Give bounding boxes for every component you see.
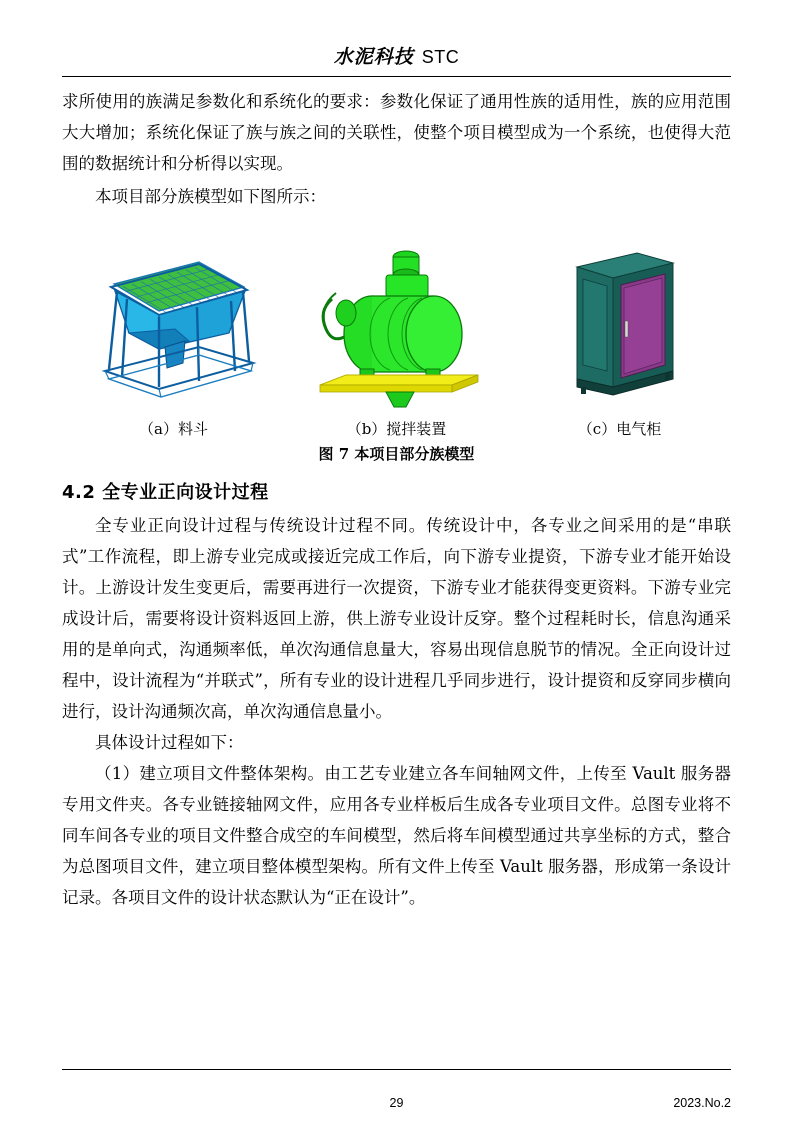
- figure-subcaptions: [62, 418, 731, 439]
- footer-divider: [62, 1069, 731, 1070]
- journal-abbreviation: STC: [421, 47, 460, 67]
- issue-label: 2023.No.2: [673, 1096, 731, 1110]
- electrical-cabinet-3d-model: [525, 229, 715, 414]
- figure-subcaption-b: （b）搅拌装置: [346, 420, 447, 438]
- paragraph-step-1: （1）建立项目文件整体架构。由工艺专业建立各车间轴网文件，上传至 Vault 服务器专用文件夹。各专业链接轴网文件，应用各专业样板后生成各专业项目文件。总图专业将不同车间各专业的项目文件整合成空的车间模型，然后将车间模型通过共享坐标的方式，整合为总图项目文件，建立项目整体模型架构。所有文件上传至 Vault 服务器，形成第一条设计记录。各项目文件的设计状态默认为“正在设计”。: [62, 764, 731, 907]
- page-header: [0, 42, 793, 69]
- journal-title-cn: 水泥科技: [333, 46, 414, 68]
- cabinet-svg: [525, 229, 715, 414]
- hopper-3d-model: [79, 229, 269, 414]
- mixer-svg: [302, 229, 492, 414]
- header-divider: [62, 76, 731, 77]
- figure-subcaption-a: （a）料斗: [139, 420, 208, 438]
- mixer-3d-model: [302, 229, 492, 414]
- page-content: [62, 86, 731, 913]
- paragraph-continuation: 求所使用的族满足参数化和系统化的要求：参数化保证了通用性族的适用性，族的应用范围大大增加；系统化保证了族与族之间的关联性，使整个项目模型成为一个系统，也使得大范围的数据统计和分析得以实现。: [62, 92, 731, 173]
- paragraph-design-process: 全专业正向设计过程与传统设计过程不同。传统设计中，各专业之间采用的是“串联式”工作流程，即上游专业完成或接近完成工作后，向下游专业提资，下游专业才能开始设计。上游设计发生变更后，需要再进行一次提资，下游专业才能获得变更资料。下游专业完成设计后，需要将设计资料返回上游，供上游专业设计反穿。整个过程耗时长，信息沟通采用的是单向式，沟通频率低，单次沟通信息量大，容易出现信息脱节的情况。全正向设计过程中，设计流程为“并联式”，所有专业的设计进程几乎同步进行，设计提资和反穿同步横向进行，设计沟通频次高，单次沟通信息量小。: [62, 516, 731, 721]
- figure-caption-title: 图 7 本项目部分族模型: [318, 445, 475, 463]
- paragraph-figure-intro: 本项目部分族模型如下图所示：: [95, 187, 326, 206]
- hopper-svg: [79, 229, 269, 414]
- figure-subcaption-c: （c）电气柜: [577, 420, 662, 438]
- section-heading-4-2: 4.2 全专业正向设计过程: [62, 482, 269, 503]
- page-number: 29: [389, 1096, 404, 1110]
- figure-7-images: [62, 224, 731, 414]
- paragraph-process-intro: 具体设计过程如下：: [95, 733, 244, 752]
